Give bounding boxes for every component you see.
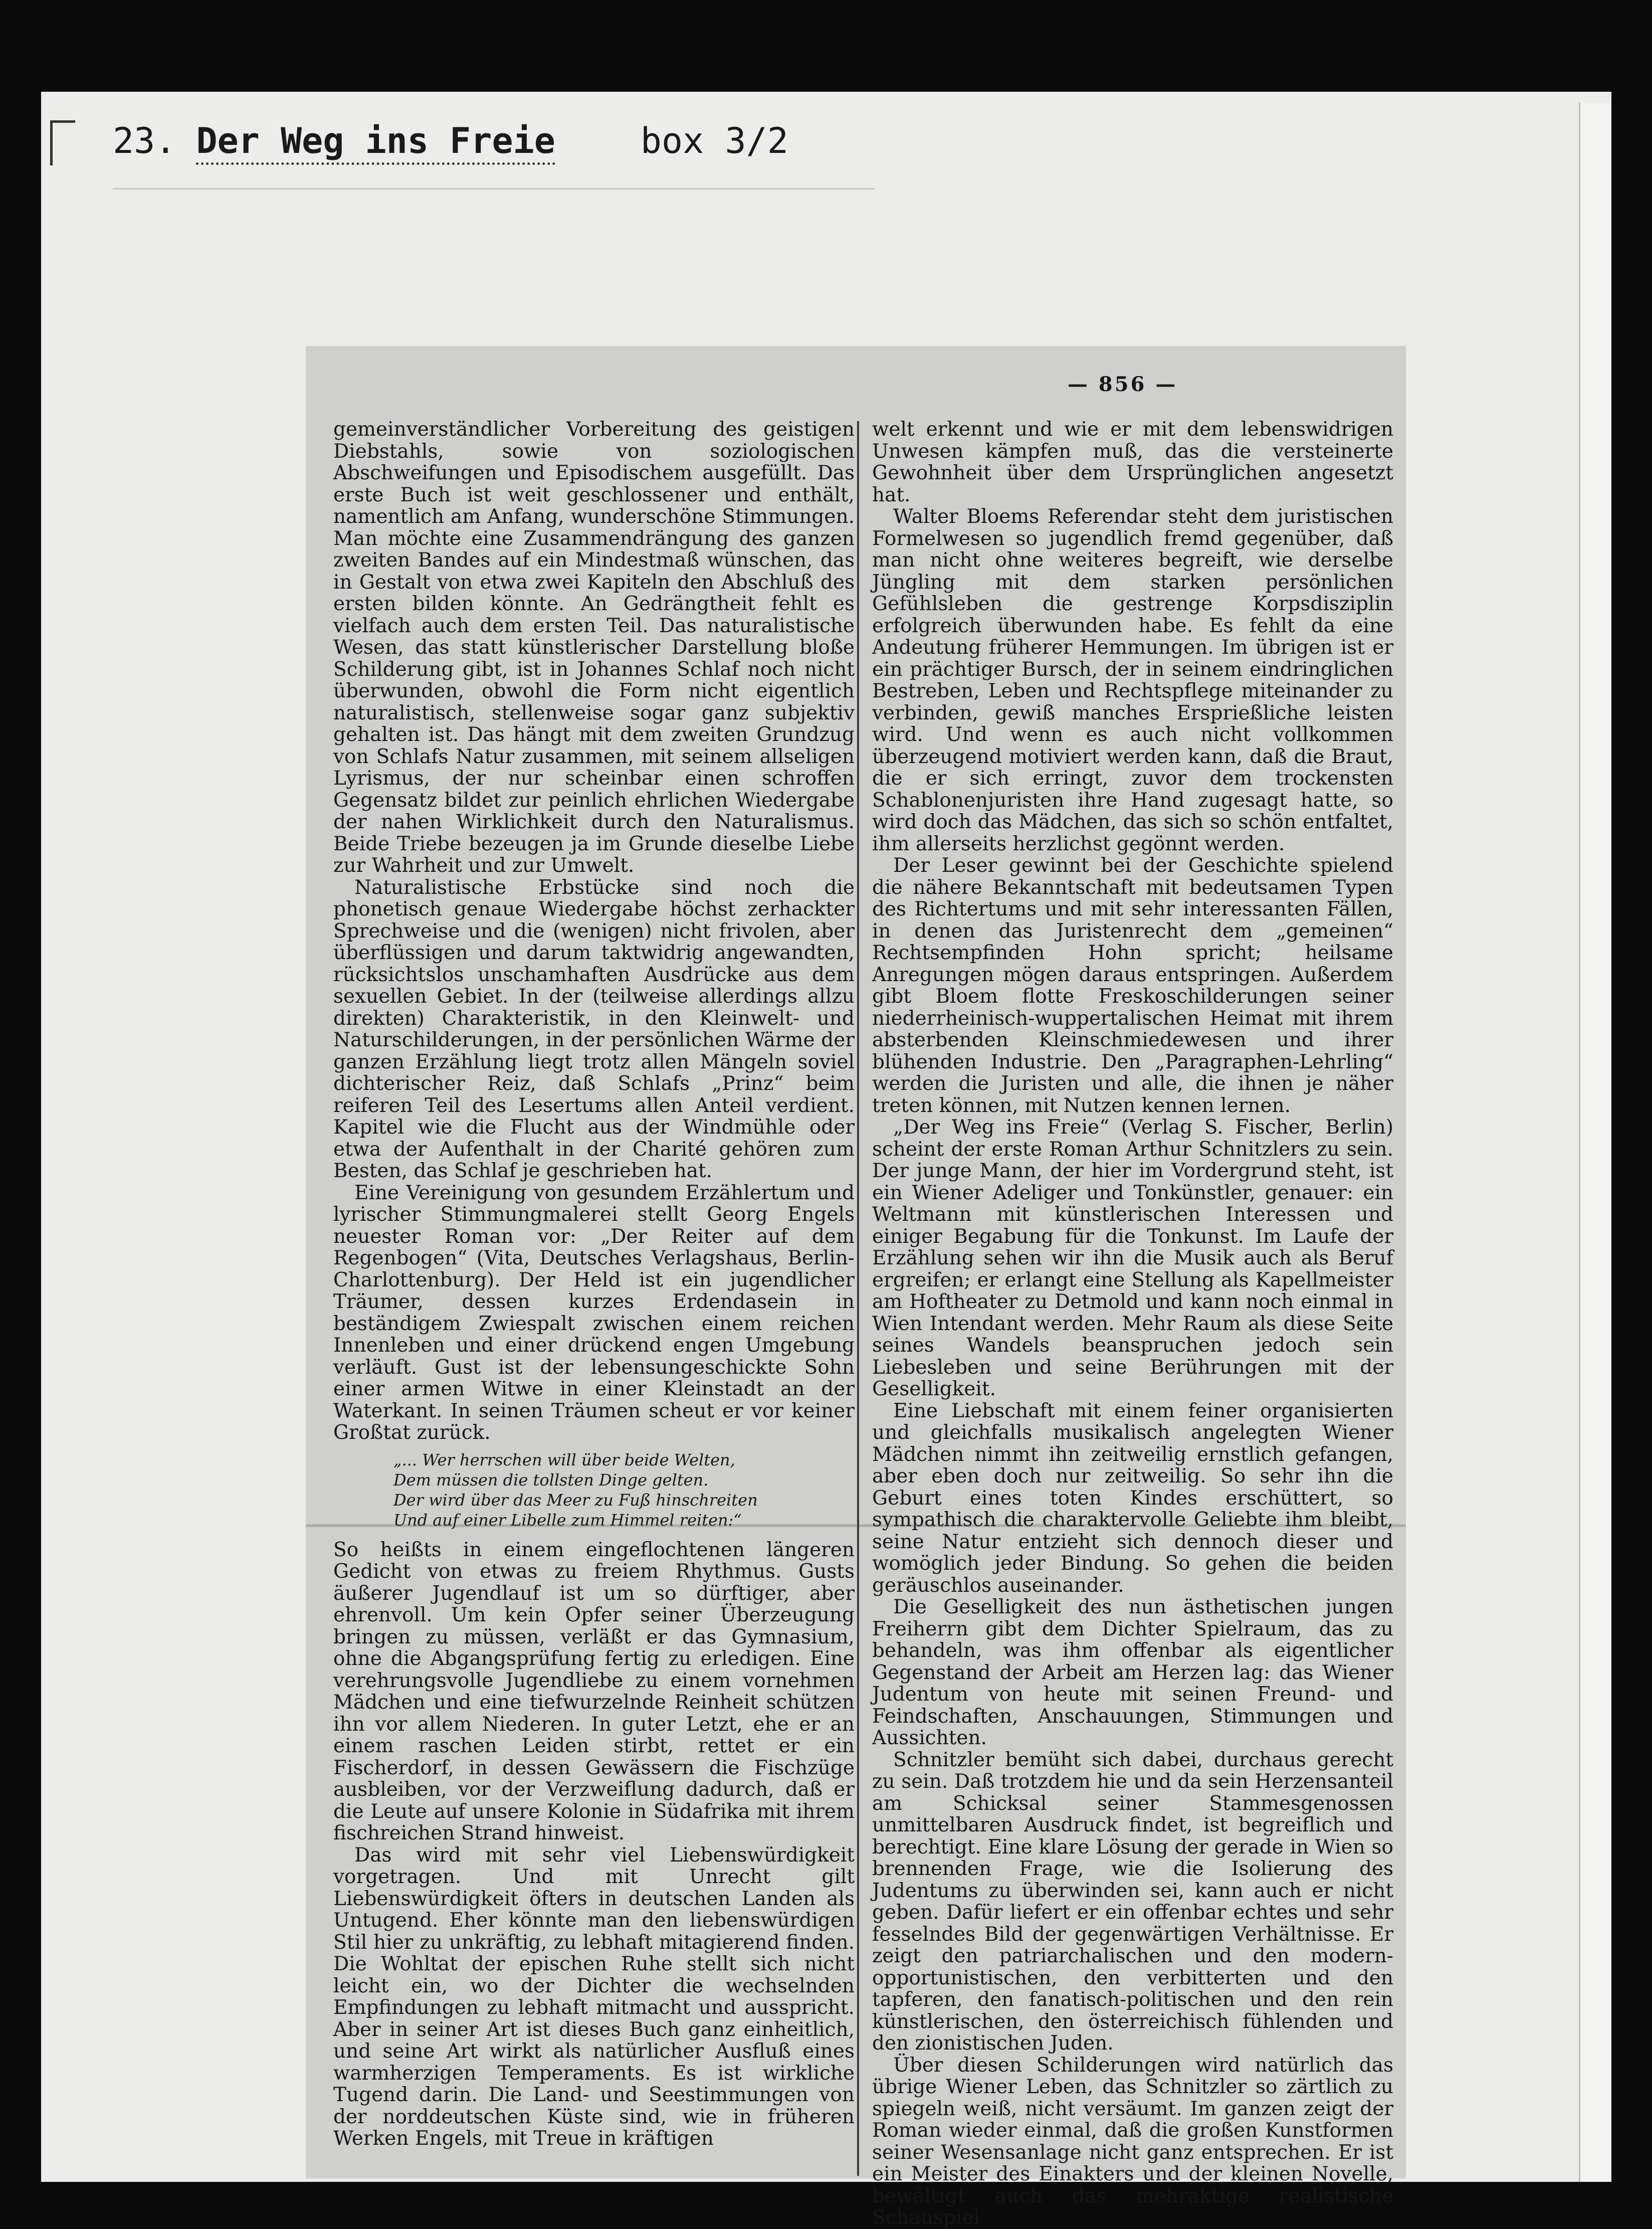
paragraph: Über diesen Schilderungen wird natürlich das übrige Wiener Leben, das Schnitzler so zärtlich zu spiegeln weiß, nicht versäumt. Im ganzen zeigt der Roman wieder einmal, daß die großen Kunstformen seiner Wesensanlage nicht ganz entsprechen. Er ist ein Meister des Einakters und der kleinen Novelle, bewältigt auch das mehraktige realistische Schauspiel [872,2054,1393,2229]
poem-quote [393,1450,855,1530]
paragraph: „Der Weg ins Freie“ (Verlag S. Fischer, Berlin) scheint der erste Roman Arthur Schnitzlers zu sein. Der junge Mann, der hier im Vordergrund steht, ist ein Wiener Adeliger und Tonkünstler, genauer: ein Weltmann mit künstlerischen Interessen und einiger Begabung für die Tonkunst. Im Laufe der Erzählung sehen wir ihn die Musik auch als Beruf ergreifen; er erlangt eine Stellung als Kapellmeister am Hoftheater zu Detmold und kann noch einmal in Wien Intendant werden. Mehr Raum als diese Seite seines Wandels beanspruchen jedoch sein Liebesleben und seine Berührungen mit der Geselligkeit. [872,1116,1393,1400]
paragraph: Naturalistische Erbstücke sind noch die phonetisch genaue Wiedergabe höchst zerhackter Sprechweise und die (wenigen) nicht frivolen, aber überflüssigen und darum taktwidrig angewandten, rücksichtslos unschamhaften Ausdrücke aus dem sexuellen Gebiet. In der (teilweise allerdings allzu direkten) Charakteristik, in den Kleinwelt- und Naturschilderungen, in der persönlichen Wärme der ganzen Erzählung liegt trotz allen Mängeln soviel dichterischer Reiz, daß Schlafs „Prinz“ beim reiferen Teil des Lesertums allen Anteil verdient. Kapitel wie die Flucht aus der Windmühle oder etwa der Aufenthalt in der Charité gehören zum Besten, das Schlaf je geschrieben hat. [333,876,855,1182]
poem-line: Dem müssen die tollsten Dinge gelten. [393,1470,709,1490]
paragraph: Schnitzler bemüht sich dabei, durchaus gerecht zu sein. Daß trotzdem hie und da sein Herzensanteil am Schicksal seiner Stammesgenossen unmittelbaren Ausdruck findet, ist begreiflich und berechtigt. Eine klare Lösung der gerade in Wien so brennenden Frage, wie die Isolierung des Judentums zu überwinden sei, kann auch er nicht geben. Dafür liefert er ein offenbar echtes und sehr fesselndes Bild der gegenwärtigen Verhältnisse. Er zeigt den patriarchalischen und den modern-opportunistischen, den verbitterten und den tapferen, den fanatisch-politischen und den rein künstlerischen, den österreichisch fühlenden und den zionistischen Juden. [872,1748,1393,2055]
sheet-edge [1579,103,1611,2182]
paragraph: welt erkennt und wie er mit dem lebenswidrigen Unwesen kämpfen muß, das die versteinerte Gewohnheit über dem Ursprünglichen angesetzt hat. [872,418,1393,506]
header-rule [113,188,875,190]
poem-line: „... Wer herrschen will über beide Welten, [393,1450,735,1469]
archive-header [113,120,788,165]
corner-mark [50,120,75,165]
header-number: 23. [113,120,176,161]
page-number: — 856 — [1068,373,1178,396]
header-title: Der Weg ins Freie [196,120,555,165]
header-box-label: box 3/2 [640,120,788,161]
column-divider [857,421,859,2176]
right-column [872,419,1393,2229]
newspaper-clipping [306,346,1406,2229]
paragraph: So heißts in einem eingeflochtenen längeren Gedicht von etwas zu freiem Rhythmus. Gusts äußerer Jugendlauf ist um so dürftiger, aber ehrenvoll. Um kein Opfer seiner Überzeugung bringen zu müssen, verläßt er das Gymnasium, ohne die Abgangsprüfung fertig zu erledigen. Eine verehrungsvolle Jugendliebe zu einem vornehmen Mädchen und eine tiefwurzelnde Reinheit schützen ihn vor allem Niederen. In guter Letzt, ehe er an einem raschen Leiden stirbt, rettet er ein Fischerdorf, in dessen Gewässern die Fischzüge ausbleiben, vor der Verzweiflung dadurch, daß er die Leute auf unsere Kolonie in Südafrika mit ihrem fischreichen Strand hinweist. [333,1538,855,1844]
poem-line: Der wird über das Meer zu Fuß hinschreiten [393,1490,758,1510]
paragraph: Eine Vereinigung von gesundem Erzählertum und lyrischer Stimmungmalerei stellt Georg Engels neuester Roman vor: „Der Reiter auf dem Regenbogen“ (Vita, Deutsches Verlagshaus, Berlin-Charlottenburg). Der Held ist ein jugendlicher Träumer, dessen kurzes Erdendasein in beständigem Zwiespalt zwischen einem reichen Innenleben und einer drückend engen Umgebung verläuft. Gust ist der lebensungeschickte Sohn einer armen Witwe in einer Kleinstadt an der Waterkant. In seinen Träumen scheut er vor keiner Großtat zurück. [333,1181,855,1444]
paragraph: Walter Bloems Referendar steht dem juristischen Formelwesen so jugendlich fremd gegenüber, daß man nicht ohne weiteres begreift, wie derselbe Jüngling mit dem starken persönlichen Gefühlsleben die gestrenge Korpsdisziplin erfolgreich überwunden habe. Es fehlt da eine Andeutung früherer Hemmungen. Im übrigen ist er ein prächtiger Bursch, der in seinem eindringlichen Bestreben, Leben und Rechtspflege miteinander zu verbinden, gewiß manches Ersprießliche leisten wird. Und wenn es auch nicht vollkommen überzeugend motiviert werden kann, daß die Braut, die er sich erringt, zuvor dem trockensten Schablonenjuristen ihre Hand zugesagt hatte, so wird doch das Mädchen, das sich so schön entfaltet, ihm allerseits herzlichst gegönnt werden. [872,505,1393,855]
paragraph: Der Leser gewinnt bei der Geschichte spielend die nähere Bekanntschaft mit bedeutsamen Typen des Richtertums und mit sehr interessanten Fällen, in denen das Juristenrecht dem „gemeinen“ Rechtsempfinden Hohn spricht; heilsame Anregungen mögen daraus entspringen. Außerdem gibt Bloem flotte Freskoschilderungen seiner niederrheinisch-wuppertalischen Heimat mit ihrem absterbenden Kleinschmiedewesen und ihrer blühenden Industrie. Den „Paragraphen-Lehrling“ werden die Juristen und alle, die ihnen je näher treten können, mit Nutzen kennen lernen. [872,854,1393,1117]
paragraph: Eine Liebschaft mit einem feiner organisierten und gleichfalls musikalisch angelegten Wiener Mädchen nimmt ihn zeitweilig ernstlich gefangen, aber eben doch nur zeitweilig. So sehr ihn die Geburt eines toten Kindes erschüttert, so sympathisch die charaktervolle Geliebte ihm bleibt, seine Natur entzieht sich dennoch dieser und womöglich jeder Bindung. So gehen die beiden geräuschlos auseinander. [872,1399,1393,1597]
paragraph: Die Geselligkeit des nun ästhetischen jungen Freiherrn gibt dem Dichter Spielraum, das zu behandeln, was ihm offenbar als eigentlicher Gegenstand der Arbeit am Herzen lag: das Wiener Judentum von heute mit seinen Freund- und Feindschaften, Anschauungen, Stimmungen und Aussichten. [872,1596,1393,1749]
poem-line: Und auf einer Libelle zum Himmel reiten:“ [393,1510,742,1530]
left-column [333,419,855,2150]
paragraph: gemeinverständlicher Vorbereitung des geistigen Diebstahls, sowie von soziologischen Abschweifungen und Episodischem ausgefüllt. Das erste Buch ist weit geschlossener und enthält, namentlich am Anfang, wunderschöne Stimmungen. Man möchte eine Zusammendrängung des ganzen zweiten Bandes auf ein Mindestmaß wünschen, das in Gestalt von etwa zwei Kapiteln den Abschluß des ersten bilden könnte. An Gedrängtheit fehlt es vielfach auch dem ersten Teil. Das naturalistische Wesen, das statt künstlerischer Darstellung bloße Schilderung gibt, ist in Johannes Schlaf noch nicht überwunden, obwohl die Form nicht eigentlich naturalistisch, stellenweise sogar ganz subjektiv gehalten ist. Das hängt mit dem zweiten Grundzug von Schlafs Natur zusammen, mit seinem allseligen Lyrismus, der nur scheinbar einen schroffen Gegensatz bildet zur peinlich ehrlichen Wiedergabe der nahen Wirklichkeit durch den Naturalismus. Beide Triebe bezeugen ja im Grunde dieselbe Liebe zur Wahrheit und zur Umwelt. [333,418,855,877]
paragraph: Das wird mit sehr viel Liebenswürdigkeit vorgetragen. Und mit Unrecht gilt Liebenswürdigkeit öfters in deutschen Landen als Untugend. Eher könnte man den liebenswürdigen Stil hier zu unkräftig, zu lebhaft mitagierend finden. Die Wohltat der epischen Ruhe stellt sich nicht leicht ein, wo der Dichter die wechselnden Empfindungen zu lebhaft mitmacht und ausspricht. Aber in seiner Art ist dieses Buch ganz einheitlich, und seine Art wirkt als natürlicher Ausfluß eines warmherzigen Temperaments. Es ist wirkliche Tugend darin. Die Land- und Seestimmungen von der norddeutschen Küste sind, wie in früheren Werken Engels, mit Treue in kräftigen [333,1843,855,2150]
